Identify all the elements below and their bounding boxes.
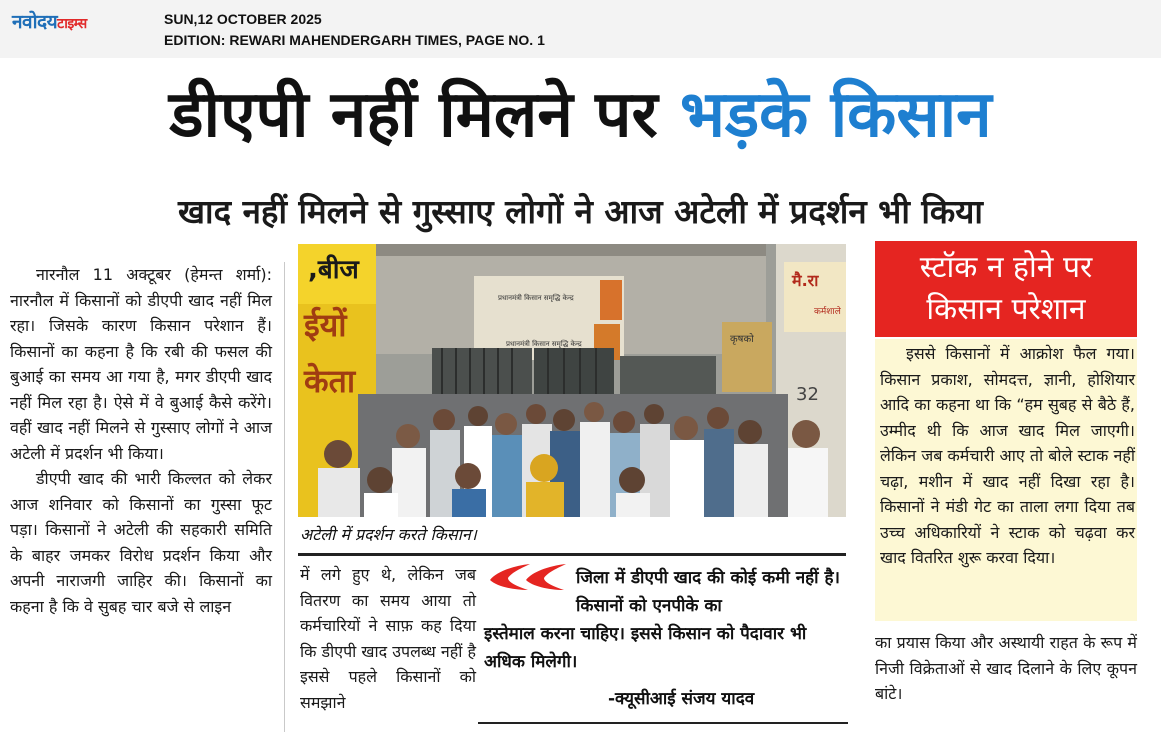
sidebar-heading-line2: किसान परेशान [926,292,1086,327]
photo-caption: अटेली में प्रदर्शन करते किसान। [300,525,477,544]
newspaper-logo [12,8,87,34]
sidebar-text [880,341,1135,571]
quote-text-rest: इस्तेमाल करना चाहिए। इससे किसान को पैदावार भी अधिक मिलेगी। [484,624,807,672]
headline [0,70,1161,160]
sign-left-top: ,बीज [308,255,359,285]
headline-part1: डीएपी नहीं मिलने पर [169,78,658,152]
paragraph: का प्रयास किया और अस्थायी राहत के रूप में निजी विक्रेताओं से खाद दिलाने के लिए कूपन बांटे। [875,633,1137,703]
sidebar-heading-line1: स्टॉक न होने पर [919,250,1093,285]
edition-line: EDITION: REWARI MAHENDERGARH TIMES, PAGE NO. 1 [164,32,545,48]
board-top-text: प्रधानमंत्री किसान समृद्धि केन्द्र [498,294,574,302]
headline-part2: भड़के किसान [679,78,992,152]
sign-left-mid: ईयों [304,306,347,344]
date-line: SUN,12 OCTOBER 2025 [164,11,322,27]
paragraph: में लगे हुए थे, लेकिन जब वितरण का समय आया तो कर्मचारियों ने साफ़ कह दिया कि डीएपी खाद उपलब्ध नहीं है इससे पहले किसानों को समझाने [300,565,476,712]
edition-info [164,9,545,51]
subheadline: खाद नहीं मिलने से गुस्साए लोगों ने आज अटेली में प्रदर्शन भी किया [178,192,983,231]
sidebar-heading [875,241,1137,337]
quote-rule [478,722,848,724]
quote-author: -क्यूसीआई संजय यादव [608,689,755,709]
board-main-text: प्रधानमंत्री किसान समृद्धि केन्द्र [506,340,582,348]
article-column-3 [875,630,1137,707]
sign-right-top: मै.रा [792,271,819,290]
sign-right-mid: कर्मशाले [814,307,841,317]
caption-rule [298,553,846,556]
quote-text-first: जिला में डीएपी खाद की कोई कमी नहीं है। किसानों को एनपीके का [576,568,840,616]
sign-left-bottom: केता [304,362,356,400]
news-photo [298,244,846,517]
logo-sub: टाइम्स [57,16,87,32]
photo-illustration [298,244,846,517]
paragraph: डीएपी खाद की भारी किल्लत को लेकर आज शनिवार को किसानों का गुस्सा फूट पड़ा। किसानों ने अटेली की सहकारी समिति के बाहर जमकर विरोध प्रदर्शन किया और अपनी नाराजगी जाहिर की। किसानों का कहना है कि वे सुबह चार बजे से लाइन [10,469,272,616]
pillar-number: 32 [796,384,819,405]
pull-quote [484,564,844,676]
article-column-2 [300,562,476,715]
column-divider [284,262,285,732]
paragraph: इससे किसानों में आक्रोश फैल गया। किसान प्रकाश, सोमदत्त, ज्ञानी, होशियार आदि का कहना था कि “हम सुबह से बैठे हैं, उम्मीद थी कि आज खाद मिल जाएगी। लेकिन जब कर्मचारी आए तो बोले स्टाक नहीं चढ़ा, मशीन में खाद नहीं दिखा रहा है। किसानों ने मंडी गेट का ताला लगा दिया तब उच्च अधिकारियों ने स्टाक को चढ़वा कर खाद वितरित शुरू करवा दिया। [880,344,1135,567]
logo-main: नवोदय [12,11,58,33]
article-column-1 [10,262,272,619]
paragraph: नारनौल 11 अक्टूबर (हेमन्त शर्मा): नारनौल में किसानों को डीएपी खाद नहीं मिल रहा। जिसके कारण किसान परेशान हैं। किसानों का कहना है कि रबी की फसल की बुआई का समय आ गया है, मगर डीएपी खाद नहीं मिल रहा है। ऐसे में वे बुआई कैसे करेंगे। वहीं खाद नहीं मिलने से गुस्साए लोगों ने आज अटेली में प्रदर्शन भी किया। [10,265,272,463]
door-sign: कृषको [730,334,754,345]
